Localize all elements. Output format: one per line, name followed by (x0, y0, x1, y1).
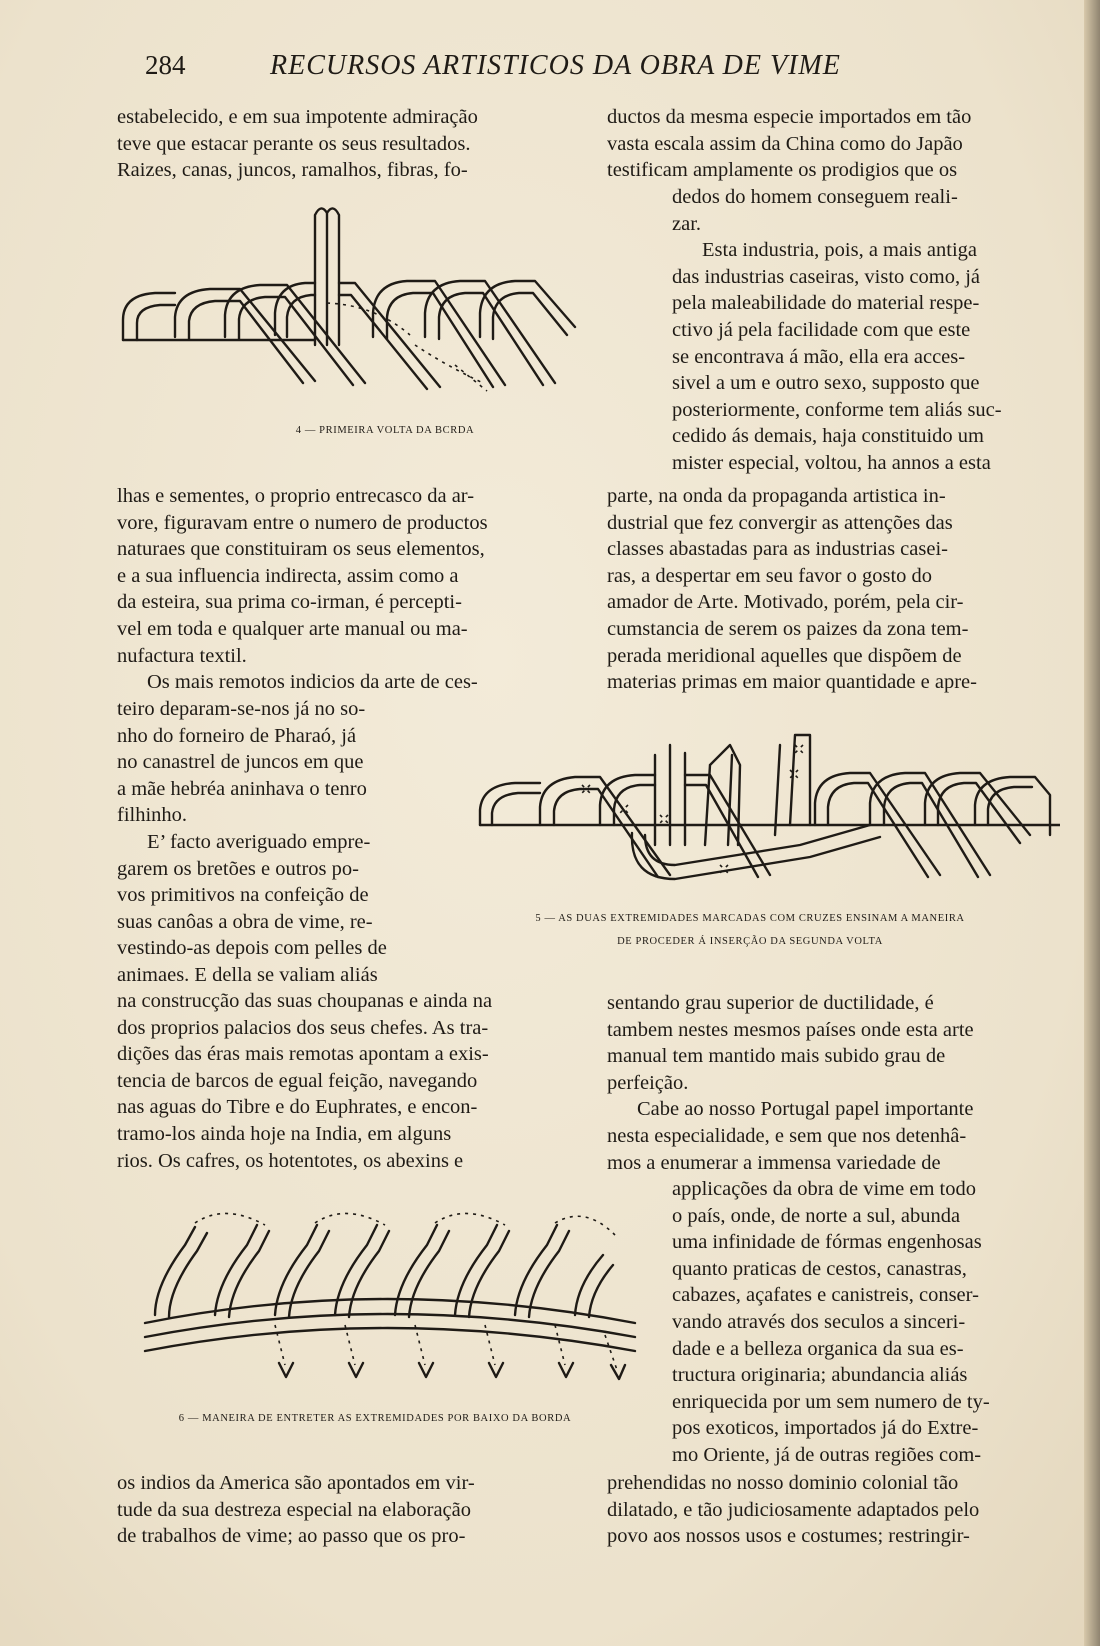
text-line: prehendidas no nosso dominio colonial tão (607, 1472, 959, 1494)
text-line: da esteira, sua prima co-irman, é percepti- (117, 591, 462, 614)
arrows (275, 1325, 625, 1379)
text-line: testificam amplamente os prodigios que os (607, 159, 958, 182)
text-line: dustrial que fez convergir as attenções das (607, 511, 953, 534)
text-line: vel em toda e qualquer arte manual ou ma- (117, 617, 468, 640)
stakes (655, 735, 810, 845)
text-line: amador de Arte. Motivado, porém, pela cir- (607, 591, 964, 614)
figure-6-illustration (135, 1205, 645, 1390)
right-para-2-full (607, 483, 1055, 696)
text-line: na construcção das suas choupanas e ainda na (117, 990, 493, 1012)
text-line: nas aguas do Tibre e do Euphrates, e encon- (117, 1096, 478, 1119)
text-line: applicações da obra de vime em todo (672, 1178, 976, 1200)
text-line: tencia de barcos de egual feição, navegando (117, 1069, 478, 1092)
text-line: vando através dos seculos a sinceri- (672, 1310, 966, 1333)
page-edge (1084, 0, 1100, 1646)
text-line: o país, onde, de norte a sul, abunda (672, 1204, 961, 1227)
text-line: E’ facto averiguado empre- (147, 830, 371, 853)
figure-4-illustration (115, 205, 585, 425)
left-para-5 (117, 1470, 565, 1550)
text-line: se encontrava á mão, ella era acces- (672, 345, 966, 368)
figure-5-caption-line-2: DE PROCEDER Á INSERÇÃO DA SEGUNDA VOLTA (617, 936, 883, 947)
text-line: dos proprios palacios dos seus chefes. As tra- (117, 1016, 489, 1039)
woven-rods (480, 745, 1060, 879)
right-para-3 (607, 990, 1055, 1176)
text-line: a mãe hebréa aninhava o tenro (117, 777, 367, 800)
text-line: nufactura textil. (117, 644, 247, 667)
text-line: vestindo-as depois com pelles de (117, 937, 387, 960)
text-line: cumstancia de serem os paizes da zona tem- (607, 617, 969, 640)
text-line: nesta especialidade, e sem que nos detenhâ- (607, 1124, 967, 1147)
figure-5-illustration (470, 725, 1060, 910)
text-line: teiro deparam-se-nos já no so- (117, 698, 366, 720)
text-line: dições das éras mais remotas apontam a exis- (117, 1043, 489, 1066)
text-line: cedido ás demais, haja constituido um (672, 425, 984, 448)
text-line: sentando grau superior de ductilidade, é (607, 992, 934, 1014)
text-line: filhinho. (117, 804, 188, 827)
text-line: perada meridional aquelles que dispõem de (607, 644, 962, 667)
text-line: uma infinidade de fórmas engenhosas (672, 1231, 982, 1254)
right-para-4-full (607, 1470, 1055, 1550)
text-line: mister especial, voltou, ha annos a esta (672, 451, 991, 474)
text-line: ras, a despertar em seu favor o gosto do (607, 564, 933, 587)
text-line: enriquecida por um sem numero de ty- (672, 1390, 990, 1413)
text-line: nho do forneiro de Pharaó, já (117, 724, 357, 747)
text-line: perfeição. (607, 1071, 689, 1094)
left-para-4-full (117, 988, 565, 1174)
page-number: 284 (145, 50, 186, 80)
text-line: teve que estacar perante os seus resultados. (117, 132, 471, 155)
text-line: vasta escala assim da China como do Japão (607, 132, 963, 155)
text-line: suas canôas a obra de vime, re- (117, 910, 373, 933)
text-line: lhas e sementes, o proprio entrecasco da ar- (117, 485, 475, 507)
text-line: tructura originaria; abundancia aliás (672, 1364, 968, 1387)
text-line: no canastrel de juncos em que (117, 751, 364, 774)
text-line: ctivo já pela facilidade com que este (672, 318, 971, 341)
text-line: posteriormente, conforme tem aliás suc- (672, 398, 1002, 421)
text-line: tambem nestes mesmos países onde esta arte (607, 1018, 974, 1041)
text-line: mos a enumerar a immensa variedade de (607, 1151, 941, 1174)
figure-5-caption-line-1: 5 — AS DUAS EXTREMIDADES MARCADAS COM CRUZES ENSINAM A MANEIRA (535, 913, 965, 924)
text-line: cabazes, açafates e canistreis, conser- (672, 1284, 979, 1307)
text-line: os indios da America são apontados em vir- (117, 1472, 475, 1494)
text-line: mo Oriente, já de outras regiões com- (672, 1443, 982, 1466)
text-line: rios. Os cafres, os hotentotes, os abexins e (117, 1149, 464, 1172)
figure-4-caption: 4 — PRIMEIRA VOLTA DA BCRDA (295, 425, 475, 436)
braided-border (145, 1213, 635, 1351)
text-line: naturaes que constituiram os seus elementos, (117, 538, 485, 561)
text-line: sivel a um e outro sexo, supposto que (672, 372, 980, 395)
text-line: pela maleabilidade do material respe- (672, 292, 980, 315)
left-para-2 (117, 483, 565, 669)
woven-rods (123, 281, 575, 391)
running-title: RECURSOS ARTISTICOS DA OBRA DE VIME (270, 50, 841, 81)
text-line: dedos do homem conseguem reali- (672, 186, 958, 208)
text-line: de trabalhos de vime; ao passo que os pro- (117, 1525, 466, 1548)
left-para-3-full (117, 669, 565, 696)
text-line: zar. (672, 212, 702, 235)
text-line: Raizes, canas, juncos, ramalhos, fibras, fo- (117, 159, 468, 182)
right-para-1-full (607, 104, 1055, 184)
text-line: Os mais remotos indicios da arte de ces- (147, 671, 478, 693)
text-line: vos primitivos na confeição de (117, 884, 369, 907)
text-line: tramo-los ainda hoje na India, em alguns (117, 1122, 452, 1145)
left-para-1 (117, 104, 565, 184)
text-line: tude da sua destreza especial na elaboração (117, 1498, 471, 1521)
text-line: vore, figuravam entre o numero de productos (117, 511, 488, 534)
text-line: dade e a belleza organica da sua es- (672, 1337, 964, 1360)
text-line: materias primas em maior quantidade e apre- (607, 671, 977, 694)
text-line: ductos da mesma especie importados em tão (607, 106, 972, 128)
text-line: garem os bretões e outros po- (117, 857, 359, 880)
text-line: estabelecido, e em sua impotente admiração (117, 106, 478, 128)
text-line: quanto praticas de cestos, canastras, (672, 1257, 967, 1280)
right-para-4-narrow (672, 1176, 1055, 1469)
text-line: animaes. E della se valiam aliás (117, 963, 378, 986)
text-line: manual tem mantido mais subido grau de (607, 1045, 946, 1068)
text-line: dilatado, e tão judiciosamente adaptados pelo (607, 1498, 980, 1521)
text-line: parte, na onda da propaganda artistica in- (607, 485, 946, 507)
running-header (145, 50, 915, 90)
text-line: classes abastadas para as industrias casei- (607, 538, 948, 561)
text-line: das industrias caseiras, visto como, já (672, 265, 981, 288)
right-para-1-2-narrow (672, 184, 1055, 477)
figure-6-caption: 6 — MANEIRA DE ENTRETER AS EXTREMIDADES POR BAIXO DA BORDA (178, 1413, 572, 1424)
text-line: Esta industria, pois, a mais antiga (702, 239, 977, 262)
text-line: e a sua influencia indirecta, assim como a (117, 564, 459, 587)
text-line: povo aos nossos usos e costumes; restringir- (607, 1525, 970, 1548)
left-para-3-narrow (117, 696, 439, 989)
text-line: pos exoticos, importados já do Extre- (672, 1417, 979, 1440)
text-line: Cabe ao nosso Portugal papel importante (637, 1098, 974, 1121)
